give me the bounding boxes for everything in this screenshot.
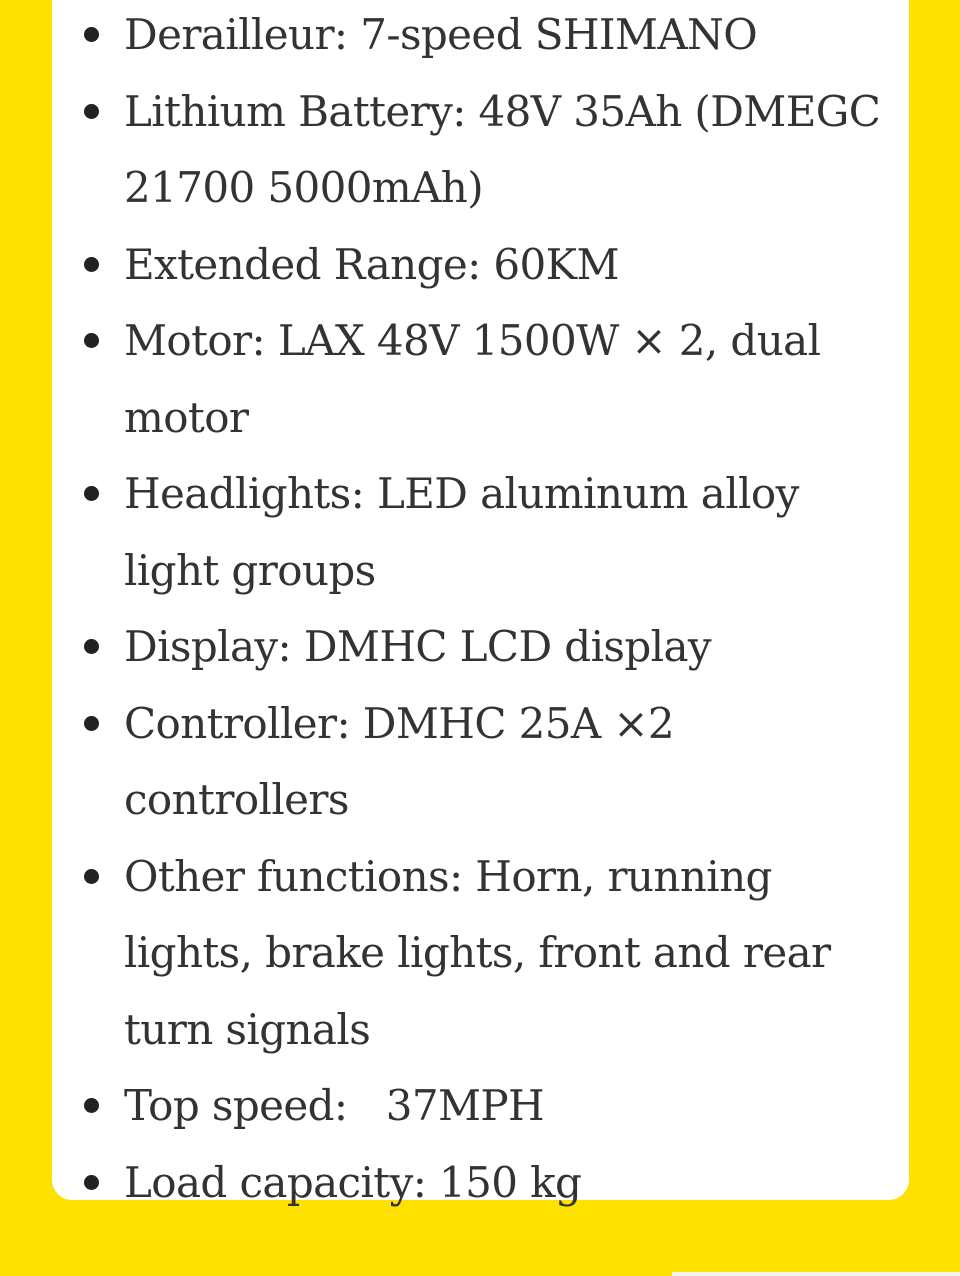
spec-text: Top speed: 37MPH	[124, 1081, 545, 1130]
spec-item-display	[124, 609, 904, 686]
bullet-dot	[84, 639, 99, 654]
spec-item-derailleur	[124, 0, 904, 74]
spec-text: Headlights: LED aluminum alloy light groups	[124, 469, 799, 595]
spec-text: Lithium Battery: 48V 35Ah (DMEGC 21700 5000mAh)	[124, 86, 881, 212]
bottom-divider	[672, 1272, 960, 1276]
spec-item-headlights	[124, 456, 904, 609]
spec-text: Motor: LAX 48V 1500W × 2, dual motor	[124, 316, 821, 442]
spec-list	[124, 0, 904, 1221]
spec-text: Derailleur: 7-speed SHIMANO	[124, 10, 758, 59]
spec-text: Display: DMHC LCD display	[124, 622, 712, 671]
spec-item-top-speed	[124, 1068, 904, 1145]
spec-text: Load capacity: 150 kg	[124, 1157, 582, 1207]
bullet-dot	[84, 104, 99, 119]
bullet-dot	[84, 27, 99, 42]
spec-card	[52, 0, 909, 1207]
bullet-dot	[84, 1175, 99, 1190]
bullet-dot	[84, 257, 99, 272]
spec-item-controller	[124, 686, 904, 839]
spec-item-load-capacity	[124, 1145, 904, 1222]
spec-item-motor	[124, 303, 904, 456]
spec-item-battery	[124, 74, 904, 227]
bullet-dot	[84, 716, 99, 731]
spec-item-range	[124, 227, 904, 304]
spec-text: Extended Range: 60KM	[124, 239, 619, 289]
bullet-dot	[84, 486, 99, 501]
spec-item-other-functions	[124, 839, 904, 1069]
bullet-dot	[84, 333, 99, 348]
bullet-dot	[84, 869, 99, 884]
bullet-dot	[84, 1098, 99, 1113]
spec-text: Controller: DMHC 25A ×2 controllers	[124, 698, 675, 824]
spec-text: Other functions: Horn, running lights, brake lights, front and rear turn signals	[124, 851, 831, 1054]
